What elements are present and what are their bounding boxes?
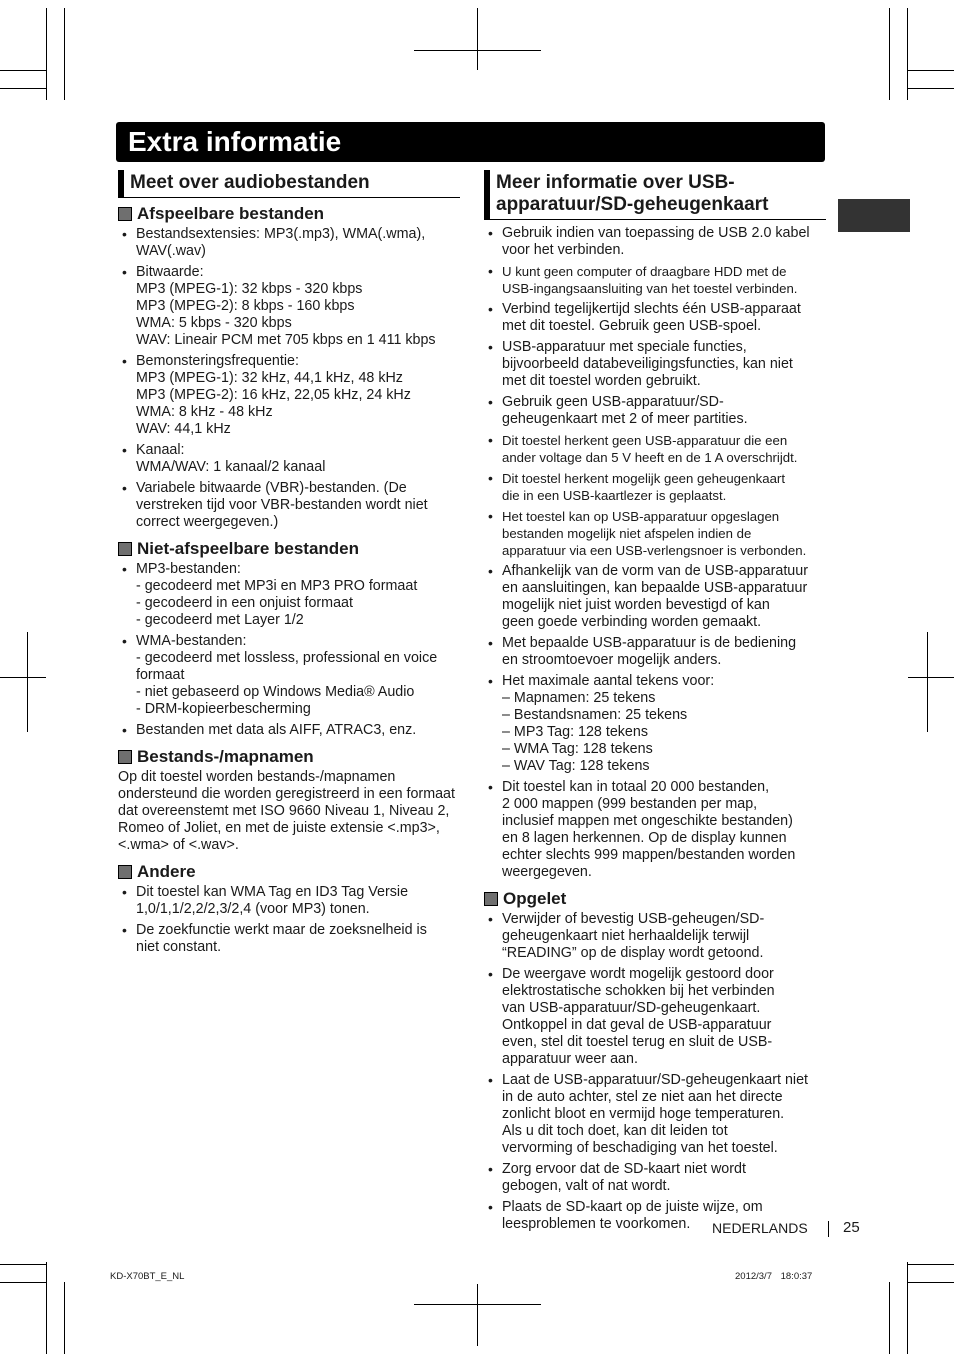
playable-files-list bbox=[118, 226, 460, 531]
list-item: • U kunt geen computer of draagbare HDD met de USB-ingangsaansluiting van het toestel verbinden. bbox=[484, 263, 826, 297]
crop-mark bbox=[477, 1284, 478, 1346]
non-playable-files-list bbox=[118, 561, 460, 739]
file-folder-names-paragraph: Op dit toestel worden bestands-/mapnamen ondersteund die worden geregistreerd in een formaat dat overeenstemt met ISO 9660 Niveau 1, Niveau 2, Romeo of Joliet, en met de juiste extensie <.mp3>, <.wma> of <.wav>. bbox=[118, 769, 455, 853]
subheading-file-folder-names bbox=[118, 747, 460, 767]
section-heading-usb-sd bbox=[484, 170, 826, 220]
list-item: • Verbind tegelijkertijd slechts één USB-apparaat met dit toestel. Gebruik geen USB-spoel. bbox=[484, 301, 826, 335]
language-side-tab bbox=[838, 199, 910, 232]
list-item: • Laat de USB-apparatuur/SD-geheugenkaart niet in de auto achter, stel ze niet aan het directe zonlicht bloot en vermijd hoge temperaturen. Als u dit toch doet, kan dit leiden tot vervorming of beschadiging van het toestel. bbox=[484, 1072, 826, 1157]
heading-line: apparatuur/SD-geheugenkaart bbox=[496, 194, 769, 215]
list-item: • Variabele bitwaarde (VBR)-bestanden. (De verstreken tijd voor VBR-bestanden wordt niet correct weergegeven.) bbox=[118, 480, 460, 531]
list-item: • Plaats de SD-kaart op de juiste wijze, om leesproblemen te voorkomen. bbox=[484, 1199, 826, 1233]
subheading-label: Bestands-/mapnamen bbox=[137, 747, 314, 766]
subheading-non-playable-files bbox=[118, 539, 460, 559]
square-bullet-icon bbox=[118, 750, 132, 764]
list-item: • Bestandsextensies: MP3(.mp3), WMA(.wma), WAV(.wav) bbox=[118, 226, 460, 260]
list-item: • Dit toestel kan WMA Tag en ID3 Tag Versie 1,0/1,1/2,2/2,3/2,4 (voor MP3) tonen. bbox=[118, 884, 460, 918]
list-item: • WMA-bestanden: - gecodeerd met lossless, professional en voice formaat - niet gebaseerd op Windows Media® Audio - DRM-kopieerbescherming bbox=[118, 633, 460, 718]
crop-mark bbox=[908, 1282, 954, 1283]
list-item: • Gebruik indien van toepassing de USB 2.0 kabel voor het verbinden. bbox=[484, 225, 826, 259]
list-item: • Bemonsteringsfrequentie: MP3 (MPEG-1): 32 kHz, 44,1 kHz, 48 kHz MP3 (MPEG-2): 16 kHz, 22,05 kHz, 24 kHz WMA: 8 kHz - 48 kHz WAV: 44,1 kHz bbox=[118, 353, 460, 438]
left-column bbox=[118, 170, 460, 964]
list-item: • USB-apparatuur met speciale functies, bijvoorbeeld databeveiligingsfuncties, kan niet met dit toestel worden gebruikt. bbox=[484, 339, 826, 390]
print-file-id: KD-X70BT_E_NL bbox=[110, 1271, 185, 1282]
page-number: 25 bbox=[843, 1219, 860, 1236]
list-item: • Dit toestel herkent geen USB-apparatuur die een ander voltage dan 5 V heeft en de 1 A overschrijdt. bbox=[484, 432, 826, 466]
page-title: Extra informatie bbox=[128, 126, 342, 157]
crop-mark bbox=[0, 1282, 46, 1283]
crop-mark bbox=[0, 1264, 46, 1265]
crop-mark bbox=[889, 1282, 890, 1354]
list-item: • Bitwaarde: MP3 (MPEG-1): 32 kbps - 320 kbps MP3 (MPEG-2): 8 kbps - 160 kbps WMA: 5 kbps - 320 kbps WAV: Lineair PCM met 705 kbps en 1 411 kbps bbox=[118, 264, 460, 349]
list-item: • Afhankelijk van de vorm van de USB-apparatuur en aansluitingen, kan bepaalde USB-apparatuur mogelijk niet juist worden bevestigd of kan geen goede verbinding worden gemaakt. bbox=[484, 563, 826, 631]
subheading-caution bbox=[484, 889, 826, 909]
list-item: • Gebruik geen USB-apparatuur/SD- geheugenkaart met 2 of meer partities. bbox=[484, 394, 826, 428]
list-item: • De weergave wordt mogelijk gestoord door elektrostatische schokken bij het verbinden van USB-apparatuur/SD-geheugenkaart. Ontkoppel in dat geval de USB-apparatuur even, stel dit toestel terug en sluit de USB- apparatuur weer aan. bbox=[484, 966, 826, 1068]
square-bullet-icon bbox=[118, 542, 132, 556]
square-bullet-icon bbox=[118, 865, 132, 879]
subheading-other bbox=[118, 862, 460, 882]
crop-mark bbox=[907, 8, 908, 100]
square-bullet-icon bbox=[118, 207, 132, 221]
crop-mark bbox=[414, 50, 541, 51]
crop-mark bbox=[889, 8, 890, 100]
crop-mark bbox=[0, 677, 46, 678]
crop-mark bbox=[64, 1282, 65, 1354]
subheading-label: Niet-afspeelbare bestanden bbox=[137, 539, 360, 558]
right-column bbox=[484, 170, 826, 1241]
list-item: • Dit toestel kan in totaal 20 000 bestanden, 2 000 mappen (999 bestanden per map, inclusief mappen met ongeschikte bestanden) en 8 lagen herkennen. Op de display kunnen echter slechts 999 mappen/bestanden worden weergegeven. bbox=[484, 779, 826, 881]
crop-mark bbox=[927, 632, 928, 732]
crop-mark bbox=[0, 70, 46, 71]
crop-mark bbox=[46, 1262, 47, 1354]
other-list bbox=[118, 884, 460, 956]
square-bullet-icon bbox=[484, 892, 498, 906]
footer-language: NEDERLANDS bbox=[712, 1220, 808, 1236]
crop-mark bbox=[27, 632, 28, 732]
crop-mark bbox=[908, 88, 954, 89]
section-heading-audio-files: Meet over audiobestanden bbox=[118, 170, 460, 198]
subheading-label: Opgelet bbox=[503, 889, 567, 908]
crop-mark bbox=[64, 8, 65, 100]
footer-divider bbox=[828, 1221, 829, 1237]
crop-mark bbox=[477, 8, 478, 70]
list-item: • Kanaal: WMA/WAV: 1 kanaal/2 kanaal bbox=[118, 442, 460, 476]
list-item: • De zoekfunctie werkt maar de zoeksnelheid is niet constant. bbox=[118, 922, 460, 956]
crop-mark bbox=[908, 1264, 954, 1265]
usb-info-list bbox=[484, 225, 826, 881]
list-item: • MP3-bestanden: - gecodeerd met MP3i en MP3 PRO formaat - gecodeerd in een onjuist formaat - gecodeerd met Layer 1/2 bbox=[118, 561, 460, 629]
crop-mark bbox=[46, 8, 47, 100]
list-item: • Bestanden met data als AIFF, ATRAC3, enz. bbox=[118, 722, 460, 739]
list-item: • Het maximale aantal tekens voor: – Mapnamen: 25 tekens – Bestandsnamen: 25 tekens – MP3 Tag: 128 tekens – WMA Tag: 128 tekens – WAV Tag: 128 tekens bbox=[484, 673, 826, 775]
crop-mark bbox=[907, 1262, 908, 1354]
subheading-label: Andere bbox=[137, 862, 196, 881]
page-title-bar bbox=[116, 122, 825, 162]
crop-mark bbox=[908, 677, 954, 678]
list-item: • Met bepaalde USB-apparatuur is de bediening en stroomtoevoer mogelijk anders. bbox=[484, 635, 826, 669]
subheading-playable-files bbox=[118, 204, 460, 224]
list-item: • Verwijder of bevestig USB-geheugen/SD- geheugenkaart niet herhaaldelijk terwijl “READING” op de display wordt getoond. bbox=[484, 911, 826, 962]
print-timestamp: 2012/3/7 18:0:37 bbox=[735, 1271, 813, 1282]
list-item: • Dit toestel herkent mogelijk geen geheugenkaart die in een USB-kaartlezer is geplaatst. bbox=[484, 470, 826, 504]
crop-mark bbox=[908, 70, 954, 71]
list-item: • Zorg ervoor dat de SD-kaart niet wordt gebogen, valt of nat wordt. bbox=[484, 1161, 826, 1195]
crop-mark bbox=[0, 88, 46, 89]
caution-list bbox=[484, 911, 826, 1233]
list-item: • Het toestel kan op USB-apparatuur opgeslagen bestanden mogelijk niet afspelen indien de apparatuur via een USB-verlengsnoer is verbonden. bbox=[484, 508, 826, 559]
heading-line: Meer informatie over USB- bbox=[496, 172, 735, 193]
subheading-label: Afspeelbare bestanden bbox=[137, 204, 325, 223]
crop-mark bbox=[414, 1304, 541, 1305]
